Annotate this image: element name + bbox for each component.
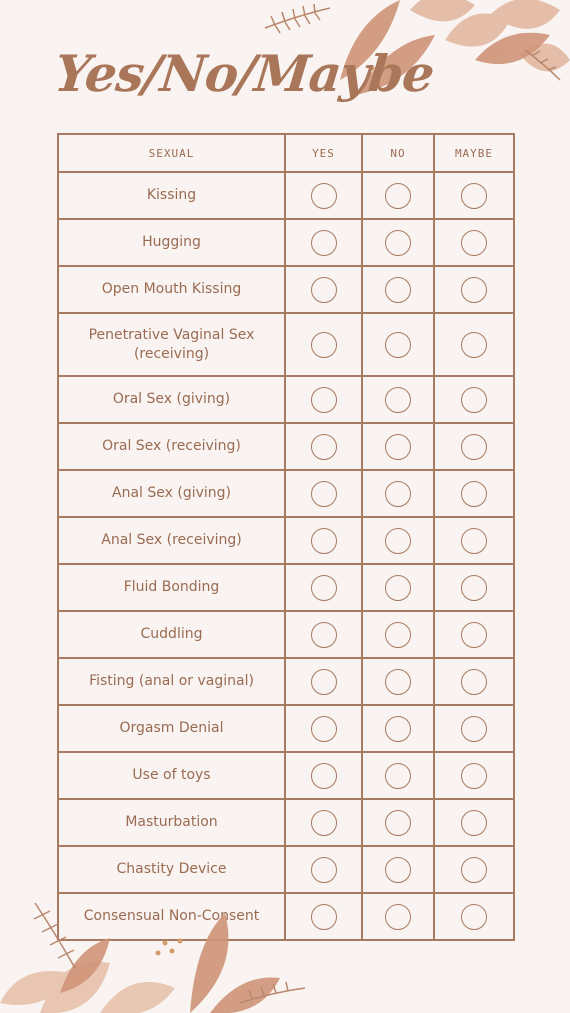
yes-cell [285, 658, 362, 705]
maybe-cell [434, 517, 514, 564]
no-checkbox[interactable] [385, 332, 411, 358]
yes-checkbox[interactable] [311, 183, 337, 209]
maybe-checkbox[interactable] [461, 575, 487, 601]
maybe-checkbox[interactable] [461, 434, 487, 460]
no-cell [362, 799, 434, 846]
maybe-checkbox[interactable] [461, 622, 487, 648]
no-cell [362, 219, 434, 266]
no-cell [362, 423, 434, 470]
no-checkbox[interactable] [385, 387, 411, 413]
maybe-checkbox[interactable] [461, 387, 487, 413]
no-cell [362, 846, 434, 893]
yes-cell [285, 705, 362, 752]
activity-label: Hugging [58, 219, 285, 266]
yes-cell [285, 266, 362, 313]
no-cell [362, 517, 434, 564]
table-row [58, 658, 514, 705]
no-cell [362, 376, 434, 423]
no-cell [362, 470, 434, 517]
no-cell [362, 611, 434, 658]
activity-label: Oral Sex (giving) [58, 376, 285, 423]
yes-checkbox[interactable] [311, 332, 337, 358]
yes-cell [285, 172, 362, 219]
yes-checkbox[interactable] [311, 434, 337, 460]
maybe-cell [434, 799, 514, 846]
no-cell [362, 705, 434, 752]
maybe-cell [434, 752, 514, 799]
column-header-category: SEXUAL [58, 134, 285, 172]
maybe-checkbox[interactable] [461, 277, 487, 303]
maybe-cell [434, 423, 514, 470]
no-cell [362, 266, 434, 313]
yes-checkbox[interactable] [311, 387, 337, 413]
yes-cell [285, 470, 362, 517]
no-cell [362, 752, 434, 799]
maybe-checkbox[interactable] [461, 528, 487, 554]
activity-label: Chastity Device [58, 846, 285, 893]
maybe-checkbox[interactable] [461, 481, 487, 507]
yes-checkbox[interactable] [311, 528, 337, 554]
table-row [58, 611, 514, 658]
no-checkbox[interactable] [385, 481, 411, 507]
table-row [58, 517, 514, 564]
activity-label: Anal Sex (receiving) [58, 517, 285, 564]
yes-cell [285, 564, 362, 611]
yes-checkbox[interactable] [311, 575, 337, 601]
no-checkbox[interactable] [385, 183, 411, 209]
checklist-table [57, 133, 515, 941]
no-checkbox[interactable] [385, 528, 411, 554]
yes-cell [285, 313, 362, 376]
maybe-cell [434, 893, 514, 940]
table-row [58, 752, 514, 799]
activity-label: Kissing [58, 172, 285, 219]
yes-checkbox[interactable] [311, 763, 337, 789]
checklist-body [58, 172, 514, 940]
maybe-cell [434, 266, 514, 313]
maybe-checkbox[interactable] [461, 763, 487, 789]
no-checkbox[interactable] [385, 622, 411, 648]
yes-cell [285, 799, 362, 846]
table-row [58, 799, 514, 846]
maybe-cell [434, 313, 514, 376]
maybe-checkbox[interactable] [461, 183, 487, 209]
no-checkbox[interactable] [385, 763, 411, 789]
no-cell [362, 658, 434, 705]
activity-label: Cuddling [58, 611, 285, 658]
maybe-checkbox[interactable] [461, 716, 487, 742]
activity-label: Open Mouth Kissing [58, 266, 285, 313]
no-checkbox[interactable] [385, 434, 411, 460]
maybe-cell [434, 564, 514, 611]
no-cell [362, 564, 434, 611]
table-row [58, 219, 514, 266]
maybe-cell [434, 172, 514, 219]
maybe-cell [434, 705, 514, 752]
maybe-checkbox[interactable] [461, 669, 487, 695]
activity-label: Fisting (anal or vaginal) [58, 658, 285, 705]
yes-cell [285, 219, 362, 266]
activity-label: Fluid Bonding [58, 564, 285, 611]
leaf-cluster-bottom-decoration [0, 893, 320, 1013]
activity-label: Anal Sex (giving) [58, 470, 285, 517]
yes-checkbox[interactable] [311, 669, 337, 695]
maybe-cell [434, 376, 514, 423]
yes-checkbox[interactable] [311, 857, 337, 883]
yes-cell [285, 423, 362, 470]
no-checkbox[interactable] [385, 716, 411, 742]
no-checkbox[interactable] [385, 857, 411, 883]
maybe-checkbox[interactable] [461, 857, 487, 883]
yes-checkbox[interactable] [311, 277, 337, 303]
no-cell [362, 313, 434, 376]
activity-label: Penetrative Vaginal Sex (receiving) [58, 313, 285, 376]
table-row [58, 172, 514, 219]
no-checkbox[interactable] [385, 277, 411, 303]
no-checkbox[interactable] [385, 810, 411, 836]
table-row [58, 423, 514, 470]
activity-label: Consensual Non-Consent [58, 893, 285, 940]
table-row [58, 705, 514, 752]
activity-label: Orgasm Denial [58, 705, 285, 752]
yes-checkbox[interactable] [311, 716, 337, 742]
maybe-checkbox[interactable] [461, 332, 487, 358]
no-checkbox[interactable] [385, 230, 411, 256]
table-row [58, 266, 514, 313]
column-header-yes: YES [285, 134, 362, 172]
yes-cell [285, 752, 362, 799]
maybe-checkbox[interactable] [461, 904, 487, 930]
header-row [58, 134, 514, 172]
table-row [58, 313, 514, 376]
page-title: Yes/No/Maybe [51, 44, 437, 103]
table-row [58, 846, 514, 893]
yes-cell [285, 517, 362, 564]
activity-label: Oral Sex (receiving) [58, 423, 285, 470]
maybe-cell [434, 846, 514, 893]
yes-cell [285, 846, 362, 893]
maybe-cell [434, 219, 514, 266]
maybe-cell [434, 470, 514, 517]
table-row [58, 376, 514, 423]
yes-checkbox[interactable] [311, 810, 337, 836]
column-header-no: NO [362, 134, 434, 172]
no-checkbox[interactable] [385, 575, 411, 601]
maybe-cell [434, 611, 514, 658]
column-header-maybe: MAYBE [434, 134, 514, 172]
yes-cell [285, 376, 362, 423]
table-row [58, 564, 514, 611]
activity-label: Masturbation [58, 799, 285, 846]
maybe-checkbox[interactable] [461, 230, 487, 256]
maybe-cell [434, 658, 514, 705]
yes-checkbox[interactable] [311, 622, 337, 648]
no-checkbox[interactable] [385, 669, 411, 695]
maybe-checkbox[interactable] [461, 810, 487, 836]
table-row [58, 470, 514, 517]
activity-label: Use of toys [58, 752, 285, 799]
no-checkbox[interactable] [385, 904, 411, 930]
no-cell [362, 172, 434, 219]
no-cell [362, 893, 434, 940]
yes-checkbox[interactable] [311, 481, 337, 507]
yes-checkbox[interactable] [311, 230, 337, 256]
yes-cell [285, 611, 362, 658]
